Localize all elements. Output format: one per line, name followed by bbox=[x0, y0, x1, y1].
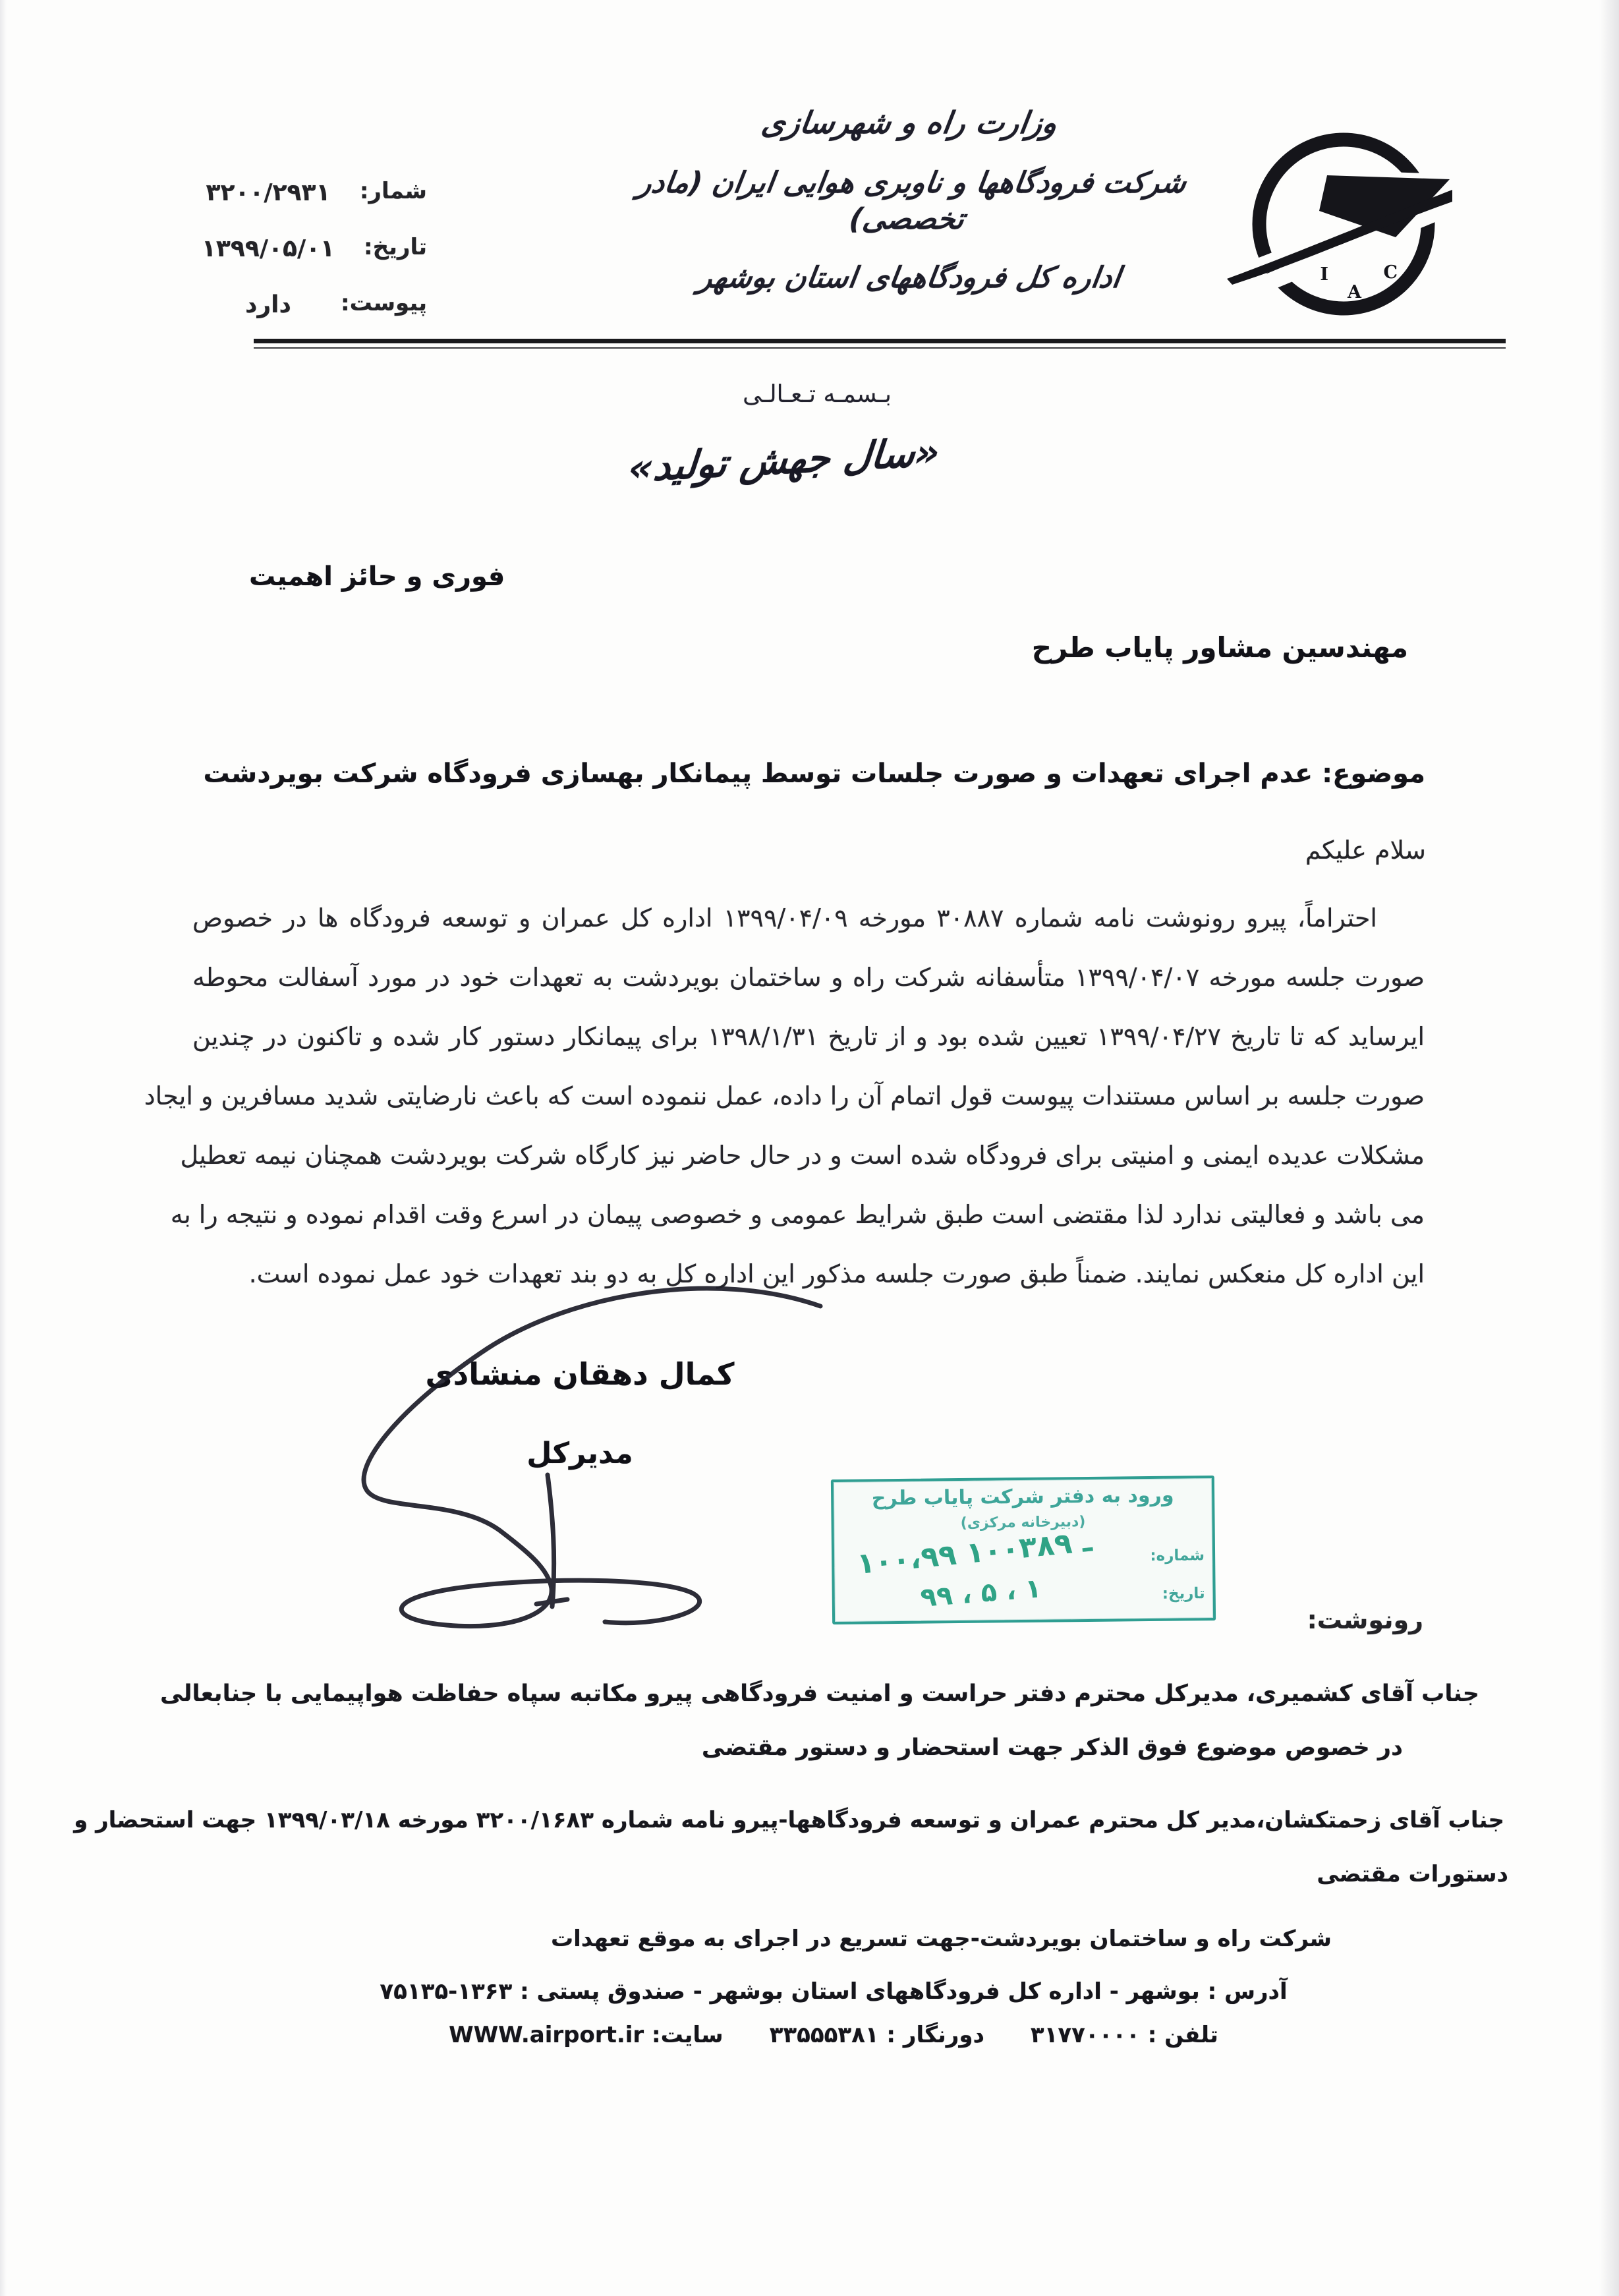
footer-address: آدرس : بوشهر - اداره کل فرودگاههای استان بوشهر - صندوق پستی : ۱۳۶۳-۷۵۱۳۵ bbox=[380, 1978, 1288, 2005]
body-line-4: صورت جلسه بر اساس مستندات پیوست قول اتمام آن را داده، عمل ننموده است که باعث نارضایتی شدید مسافرین و ایجاد bbox=[144, 1081, 1425, 1110]
letterhead bbox=[613, 104, 1206, 296]
attachment-label: پیوست: bbox=[341, 290, 427, 316]
stamp-title: ورود به دفتر شرکت پایاب طرح bbox=[871, 1483, 1174, 1510]
invocation-besmeleh: بـسمـه تـعـالـی bbox=[743, 381, 892, 408]
letter-number-label: شمار: bbox=[359, 178, 427, 204]
footer-fax: دورنگار : ۳۳۵۵۵۳۸۱ bbox=[769, 2022, 984, 2048]
stamp-date-value: ۹۹ ، ۵ ، ۱ bbox=[919, 1573, 1042, 1613]
footer-contact bbox=[369, 2022, 1298, 2048]
cc-item-1-line-2: در خصوص موضوع فوق الذکر جهت استحضار و دستور مقتضی bbox=[701, 1735, 1403, 1761]
body-line-5: مشکلات عدیده ایمنی و امنیتی برای فرودگاه شده است و در حال حاضر نیز کارگاه شرکت بویردشت همچنان نیمه تعطیل bbox=[180, 1141, 1425, 1170]
letter-date-value: ۱۳۹۹/۰۵/۰۱ bbox=[201, 235, 335, 262]
year-slogan: «سال جهش تولید» bbox=[627, 429, 942, 491]
stamp-date-label: تاریخ: bbox=[1162, 1585, 1205, 1603]
entry-stamp bbox=[831, 1476, 1216, 1624]
footer-phone: تلفن : ۳۱۷۷۰۰۰۰ bbox=[1030, 2022, 1218, 2048]
footer-website: سایت: WWW.airport.ir bbox=[449, 2022, 724, 2048]
stamp-number-value: ۱۰۰،۹۹ ـ ۱۰۰۳۸۹ bbox=[855, 1524, 1094, 1582]
logo-letter-a: A bbox=[1348, 282, 1361, 302]
body-line-7: این اداره کل منعکس نمایند. ضمناً طبق صورت جلسه مذکور این اداره کل به دو بند تعهدات خود عمل نموده است. bbox=[248, 1259, 1425, 1288]
body-line-6: می باشد و فعالیتی ندارد لذا مقتضی است طبق شرایط عمومی و خصوصی پیمان در اسرع وقت اقدام نموده و نتیجه را به bbox=[170, 1200, 1425, 1229]
cc-item-1-line-1: جناب آقای کشمیری، مدیرکل محترم دفتر حراست و امنیت فرودگاهی پیرو مکاتبه سپاه حفاظت هواپیمایی با جنابعالی bbox=[159, 1680, 1479, 1707]
body-paragraph bbox=[144, 888, 1425, 1304]
stamp-number-label: شماره: bbox=[1150, 1547, 1205, 1564]
recipient-line: مهندسین مشاور پایاب طرح bbox=[1031, 631, 1408, 664]
signatory-name: کمال دهقان منشادی bbox=[425, 1356, 735, 1392]
letterhead-ministry: وزارت راه و شهرسازی bbox=[759, 105, 1060, 140]
body-line-1: احتراماً، پیرو رونوشت نامه شماره ۳۰۸۸۷ مورخه ۱۳۹۹/۰۴/۰۹ اداره کل عمران و توسعه فرودگاه ها در خصوص bbox=[192, 904, 1377, 933]
signature-ink bbox=[290, 1278, 837, 1661]
cc-item-3: شرکت راه و ساختمان بویردشت-جهت تسریع در اجرای به موقع تعهدات bbox=[550, 1926, 1332, 1952]
subject-line: موضوع: عدم اجرای تعهدات و صورت جلسات توسط پیمانکار بهسازی فرودگاه شرکت بویردشت bbox=[203, 759, 1425, 789]
urgency-note: فوری و حائز اهمیت bbox=[249, 561, 505, 592]
body-line-3: ایرساید که تا تاریخ ۱۳۹۹/۰۴/۲۷ تعیین شده بود و از تاریخ ۱۳۹۸/۱/۳۱ برای پیمانکار دستور کار شده و تاکنون در چندین bbox=[192, 1022, 1425, 1051]
signatory-title: مدیرکل bbox=[526, 1437, 633, 1470]
stamp-subtitle: (دبیرخانه مرکزی) bbox=[960, 1514, 1086, 1532]
header-divider-thin bbox=[254, 347, 1506, 349]
iac-logo bbox=[1223, 119, 1455, 336]
letterhead-office: اداره کل فرودگاههای استان بوشهر bbox=[696, 260, 1123, 295]
cc-item-2-line-1: جناب آقای زحمتکشان،مدیر کل محترم عمران و توسعه فرودگاهها-پیرو نامه شماره ۳۲۰۰/۱۶۸۳ مورخه ۱۳۹۹/۰۳/۱۸ جهت استحضار و bbox=[74, 1807, 1504, 1833]
salutation: سلام علیکم bbox=[1305, 836, 1426, 865]
attachment-value: دارد bbox=[244, 291, 291, 318]
logo-letter-i: I bbox=[1320, 264, 1328, 285]
header-divider-thick bbox=[254, 339, 1506, 343]
body-line-2: صورت جلسه مورخه ۱۳۹۹/۰۴/۰۷ متأسفانه شرکت راه و ساختمان بویردشت به تعهدات خود در مورد آسفالت محوطه bbox=[192, 963, 1425, 992]
letterhead-company: شرکت فرودگاهها و ناوبری هوایی ایران (مادر تخصصی) bbox=[635, 165, 1189, 236]
letter-number-value: ۳۲۰۰/۲۹۳۱ bbox=[206, 179, 331, 206]
cc-item-2-line-2: دستورات مقتضی bbox=[1317, 1861, 1508, 1887]
letter-date-label: تاریخ: bbox=[364, 234, 427, 260]
cc-label: رونوشت: bbox=[1307, 1605, 1423, 1634]
logo-letter-c: C bbox=[1383, 262, 1398, 283]
